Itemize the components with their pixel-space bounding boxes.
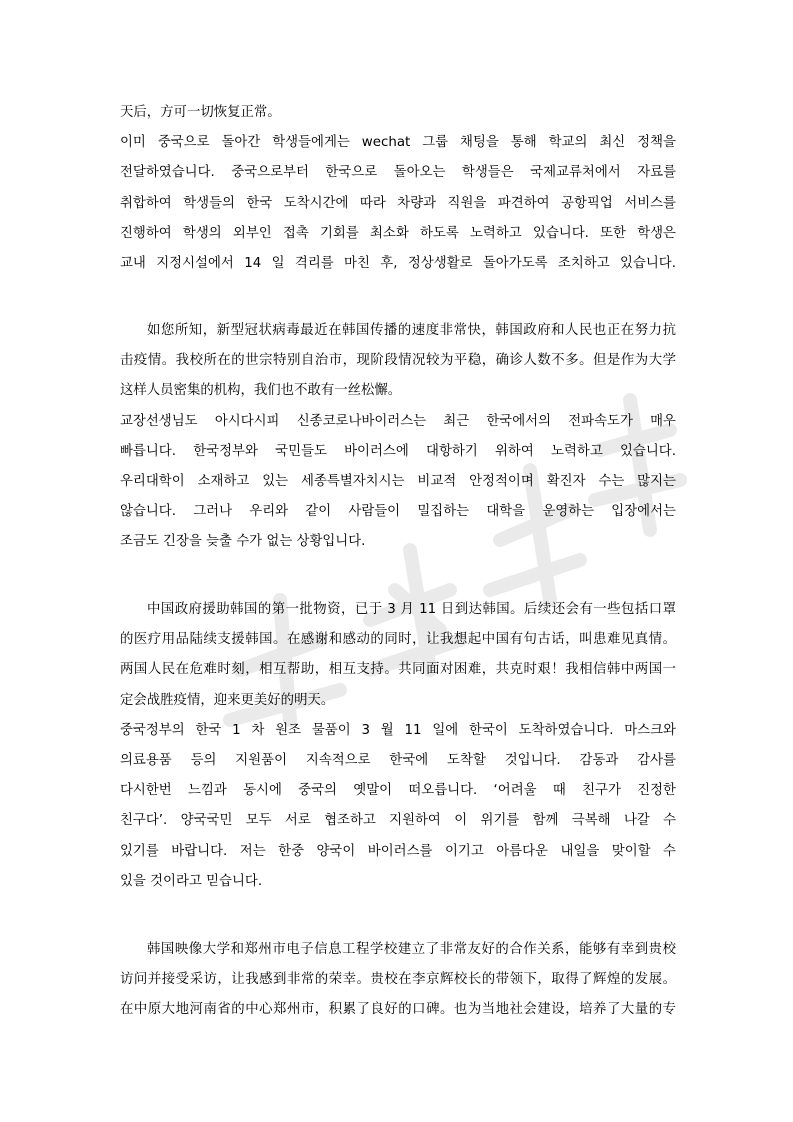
text-line: 친구다’. 양국국민 모두 서로 협조하고 지원하여 이 위기를 함께 극복해 나갈 수 — [120, 813, 676, 829]
text-line: 전달하였습니다. 중국으로부터 한국으로 돌아오는 학생들은 국제교류처에서 자료를 — [120, 165, 676, 181]
text-line: 취합하여 학생들의 한국 도착시간에 따라 차량과 직원을 파견하여 공항픽업 서비스를 — [120, 195, 676, 211]
text-line: 韩国映像大学和郑州市电子信息工程学校建立了非常友好的合作关系，能够有幸到贵校 — [147, 942, 676, 957]
paragraph-block-1 — [120, 98, 676, 279]
text-line: 这样人员密集的机构，我们也不敢有一丝松懈。 — [120, 383, 402, 399]
text-line: 있을 것이라고 믿습니다. — [120, 873, 263, 889]
text-line: 진행하여 학생의 외부인 접촉 기회를 최소화 하도록 노력하고 있습니다. 또한 학생은 — [120, 225, 676, 241]
text-line: 이미 중국으로 돌아간 학생들에게는 wechat 그룹 채팅을 통해 학교의 최신 정책을 — [120, 135, 676, 151]
text-line: 击疫情。我校所在的世宗特别自治市，现阶段情况较为平稳，确诊人数不多。但是作为大学 — [120, 353, 676, 369]
text-line: 定会战胜疫情，迎来更美好的明天。 — [120, 692, 335, 708]
text-line: 않습니다. 그러나 우리와 같이 사람들이 밀집하는 대학을 운영하는 입장에서는 — [120, 504, 676, 520]
paragraph-block-3 — [120, 595, 676, 897]
paragraph-block-2 — [120, 316, 676, 558]
text-line: 빠릅니다. 한국정부와 국민들도 바이러스에 대항하기 위하여 노력하고 있습니다. — [120, 443, 676, 459]
text-line: 中国政府援助韩国的第一批物资，已于 3 月 11 日到达韩国。后续还会有一些包括口罩 — [147, 602, 676, 617]
text-line: 교장선생님도 아시다시피 신종코로나바이러스는 최근 한국에서의 전파속도가 매우 — [120, 413, 676, 429]
text-line: 있기를 바랍니다. 저는 한중 양국이 바이러스를 이기고 아름다운 내일을 맞이할 수 — [120, 843, 676, 859]
text-line: 교내 지정시설에서 14 일 격리를 마친 후, 정상생활로 돌아가도록 조치하고 있습니다. — [120, 255, 676, 271]
text-line: 天后，方可一切恢复正常。 — [120, 105, 281, 120]
text-line: 两国人民在危难时刻，相互帮助，相互支持。共同面对困难，共克时艰！我相信韩中两国一 — [120, 662, 676, 678]
paragraph-block-4 — [120, 935, 676, 1026]
text-line: 중국정부의 한국 1 차 원조 물품이 3 월 11 일에 한국이 도착하였습니다. 마스크와 — [120, 722, 676, 738]
text-line: 다시한번 느낌과 동시에 중국의 옛말이 떠오릅니다. ‘어려울 때 친구가 진정한 — [120, 783, 676, 799]
text-line: 在中原大地河南省的中心郑州市，积累了良好的口碑。也为当地社会建设，培养了大量的专 — [120, 1002, 676, 1018]
text-line: 的医疗用品陆续支援韩国。在感谢和感动的同时，让我想起中国有句古话，叫患难见真情。 — [120, 632, 676, 648]
text-line: 우리대학이 소재하고 있는 세종특별자치시는 비교적 안정적이며 확진자 수는 많지는 — [120, 473, 676, 489]
text-line: 조금도 긴장을 늦출 수가 없는 상황입니다. — [120, 534, 366, 550]
text-line: 의료용품 등의 지원품이 지속적으로 한국에 도착할 것입니다. 감동과 감사를 — [120, 752, 676, 768]
text-line: 如您所知，新型冠状病毒最近在韩国传播的速度非常快，韩国政府和人民也正在努力抗 — [147, 323, 676, 338]
text-line: 访问并接受采访，让我感到非常的荣幸。贵校在李京辉校长的带领下，取得了辉煌的发展。 — [120, 972, 676, 988]
